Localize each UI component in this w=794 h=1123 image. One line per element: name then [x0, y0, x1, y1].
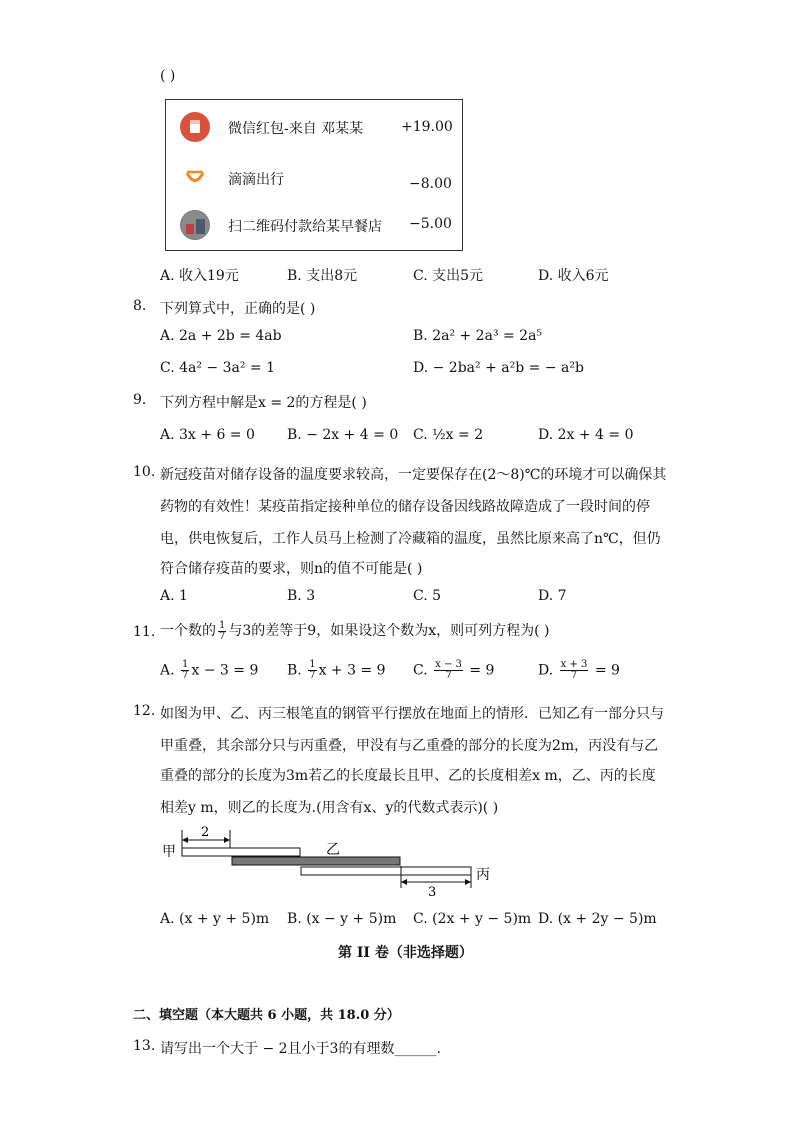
option-b: B. 支出8元	[287, 268, 358, 284]
question-line: 符合储存疫苗的要求，则n的值不可能是( )	[160, 561, 423, 577]
question-text: 下列算式中，正确的是( )	[160, 301, 316, 317]
question-line: 甲重叠，其余部分只与丙重叠，甲没有与乙重叠的部分的长度为2m，丙没有与乙	[160, 738, 659, 754]
option-d: D. $\frac{x + 3}{7}$ = 9	[538, 659, 620, 681]
pipe-yi	[232, 857, 400, 865]
question-number: 11.	[133, 624, 156, 640]
transaction-amount: +19.00	[401, 119, 453, 135]
question-line: 电，供电恢复后，工作人员马上检测了冷藏箱的温度，虽然比原来高了n℃，但仍	[160, 531, 661, 547]
option-c: C. 4a² − 3a² = 1	[160, 360, 276, 376]
label-2: 2	[201, 825, 210, 840]
option-d: D. 收入6元	[538, 268, 609, 284]
option-d: D. − 2ba² + a²b = − a²b	[413, 360, 584, 376]
question-line: 新冠疫苗对储存设备的温度要求较高，一定要保存在(2～8)℃的环境才可以确保其	[160, 467, 667, 483]
option-c: C. (2x + y − 5)m	[413, 911, 532, 927]
label-jia: 甲	[162, 844, 176, 860]
transaction-label: 滴滴出行	[228, 172, 284, 188]
question-text: 请写出一个大于 − 2且小于3的有理数______.	[160, 1041, 441, 1057]
transaction-amount: −8.00	[409, 176, 452, 192]
question-number: 13.	[133, 1038, 156, 1054]
question-text: 下列方程中解是x = 2的方程是( )	[160, 395, 367, 411]
question-line: 重叠的部分的长度为3m若乙的长度最长且甲、乙的长度相差x m，乙、丙的长度	[160, 768, 656, 784]
option-a: A. $\frac{1}{7}$ x − 3 = 9	[160, 659, 259, 681]
fraction: $\frac{1}{7}$	[219, 619, 226, 642]
option-b: B. $\frac{1}{7}$ x + 3 = 9	[287, 659, 386, 681]
option-c: C. ½x = 2	[413, 427, 484, 443]
question-line: 相差y m，则乙的长度为.(用含有x、y的代数式表示)( )	[160, 800, 499, 816]
option-b: B. 3	[287, 588, 316, 604]
question-text: 一个数的 $\frac{1}{7}$ 与3的差等于9，如果设这个数为x，则可列方程为( )	[160, 619, 550, 642]
question-number: 10.	[133, 464, 156, 480]
transaction-box	[165, 99, 463, 251]
pipe-diagram	[160, 822, 500, 902]
option-b: B. (x − y + 5)m	[287, 911, 397, 927]
option-b: B. − 2x + 4 = 0	[287, 427, 399, 443]
label-3: 3	[428, 885, 437, 900]
pipe-jia	[182, 848, 300, 856]
option-a: A. 3x + 6 = 0	[160, 427, 255, 443]
question-number: 12.	[133, 703, 156, 719]
red-envelope-icon	[180, 112, 210, 142]
question-number: 8.	[133, 298, 147, 314]
option-d: D. 7	[538, 588, 567, 604]
didi-icon	[180, 162, 210, 192]
answer-paren: ( )	[160, 68, 176, 84]
option-d: D. 2x + 4 = 0	[538, 427, 634, 443]
section-title: 第 II 卷（非选择题）	[338, 945, 473, 961]
question-line: 药物的有效性！某疫苗指定接种单位的储存设备因线路故障造成了一段时间的停	[160, 499, 650, 515]
option-c: C. 支出5元	[413, 268, 484, 284]
question-line: 如图为甲、乙、丙三根笔直的钢管平行摆放在地面上的情形．已知乙有一部分只与	[160, 706, 664, 722]
label-bing: 丙	[476, 867, 490, 883]
transaction-label: 扫二维码付款给某早餐店	[228, 219, 382, 235]
pipe-bing	[301, 867, 471, 875]
option-a: A. 收入19元	[160, 268, 239, 284]
transaction-amount: −5.00	[409, 216, 452, 232]
transaction-label: 微信红包-来自 邓某某	[228, 121, 364, 137]
option-b: B. 2a² + 2a³ = 2a⁵	[413, 328, 543, 344]
option-a: A. 1	[160, 588, 188, 604]
avatar-icon	[180, 210, 210, 240]
question-number: 9.	[133, 392, 147, 408]
option-c: C. $\frac{x - 3}{7}$ = 9	[413, 659, 495, 681]
option-a: A. (x + y + 5)m	[160, 911, 270, 927]
option-c: C. 5	[413, 588, 442, 604]
option-a: A. 2a + 2b = 4ab	[160, 328, 282, 344]
part-heading: 二、填空题（本大题共 6 小题，共 18.0 分）	[133, 1008, 400, 1023]
label-yi: 乙	[326, 842, 340, 858]
option-d: D. (x + 2y − 5)m	[538, 911, 657, 927]
